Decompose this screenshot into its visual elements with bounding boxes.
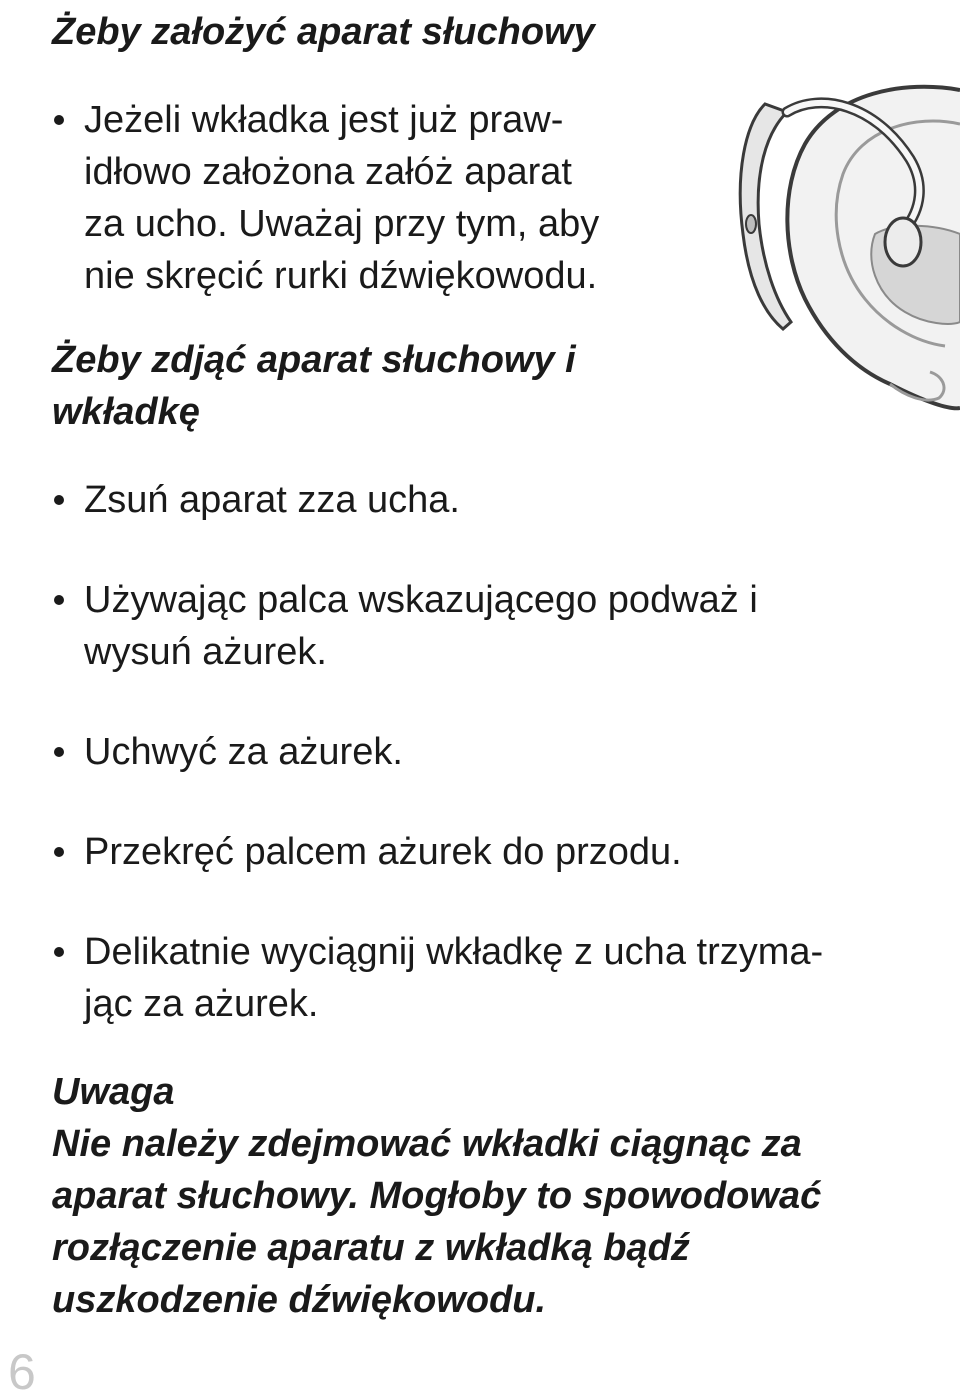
heading-remove-hearing-aid: Żeby zdjąć aparat słuchowy i wkładkę bbox=[52, 339, 576, 433]
page-number: 6 bbox=[8, 1344, 36, 1400]
put-on-instructions bbox=[52, 94, 692, 302]
list-item: Jeżeli wkładka jest już praw- idłowo założona załóż aparat za ucho. Uważaj przy tym, aby nie skręcić rurki dźwiękowodu. bbox=[52, 94, 692, 302]
list-item: Używając palca wskazującego podważ i wysuń ażurek. bbox=[52, 574, 932, 678]
bullet-icon bbox=[54, 595, 64, 605]
bullet-icon bbox=[54, 947, 64, 957]
list-item: Uchwyć za ażurek. bbox=[52, 726, 932, 778]
remove-instructions bbox=[52, 474, 932, 1030]
bullet-icon bbox=[54, 847, 64, 857]
list-item: Przekręć palcem ażurek do przodu. bbox=[52, 826, 932, 878]
bullet-icon bbox=[54, 495, 64, 505]
list-item: Delikatnie wyciągnij wkładkę z ucha trzyma- jąc za ażurek. bbox=[52, 926, 932, 1030]
list-item: Zsuń aparat zza ucha. bbox=[52, 474, 932, 526]
bullet-icon bbox=[54, 747, 64, 757]
bullet-icon bbox=[54, 115, 64, 125]
heading-put-on-hearing-aid: Żeby założyć aparat słuchowy bbox=[52, 11, 595, 53]
note-body: Nie należy zdejmować wkładki ciągnąc za aparat słuchowy. Mogłoby to spowodować rozłączenie aparatu z wkładką bądź uszkodzenie dźwiękowodu. bbox=[52, 1123, 822, 1321]
note-title: Uwaga bbox=[52, 1071, 175, 1113]
ear-with-hearing-aid-icon bbox=[725, 84, 960, 414]
